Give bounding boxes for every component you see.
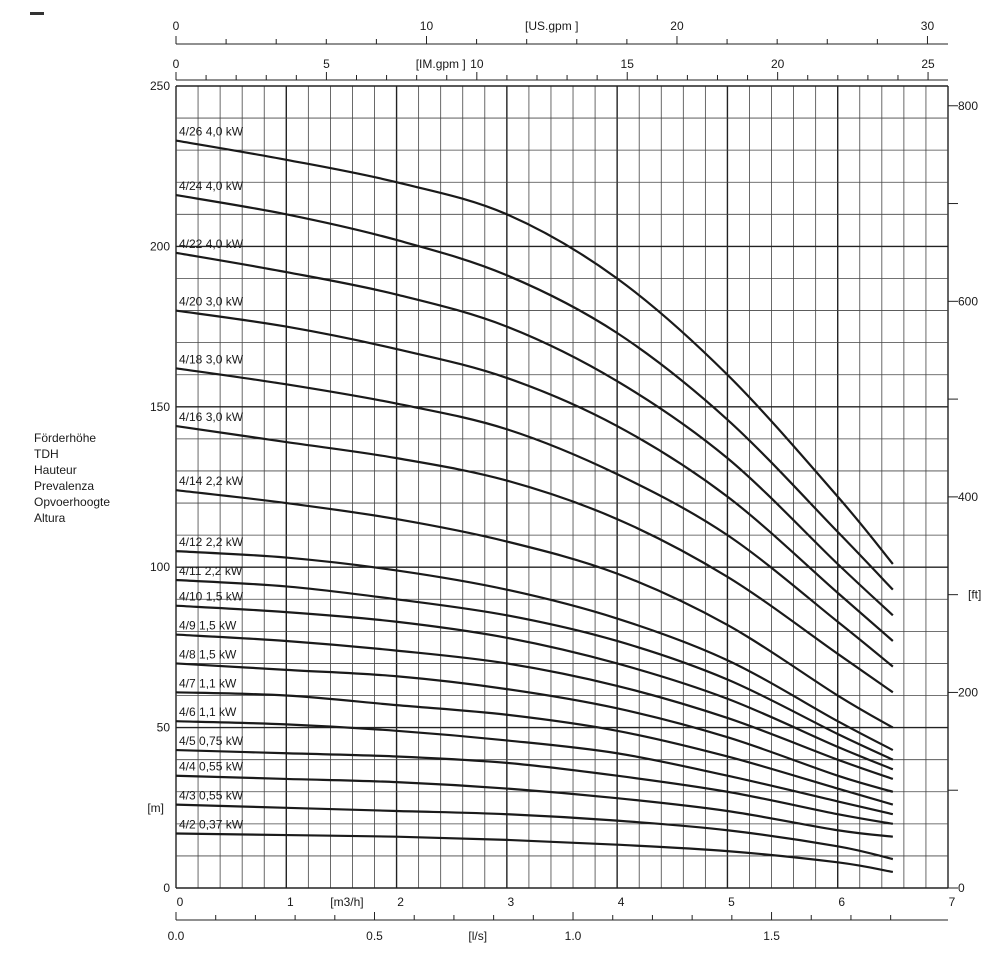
series-label: 4/2 0,37 kW [179, 817, 244, 832]
series-label: 4/16 3,0 kW [179, 410, 244, 425]
curve-labels [179, 125, 244, 832]
us-gpm-axis-title: [US.gpm ] [525, 19, 579, 33]
x-tick-label: 0 [176, 895, 184, 909]
y-tick-label: 150 [149, 399, 170, 414]
im-gpm-tick-label: 20 [770, 57, 785, 71]
series-line [176, 776, 893, 837]
us-gpm-tick-label: 30 [920, 19, 935, 33]
series-label: 4/10 1,5 kW [179, 589, 244, 604]
series-line [176, 426, 893, 692]
im-gpm-tick-label: 5 [323, 57, 330, 71]
series-line [176, 606, 893, 770]
series-label: 4/14 2,2 kW [179, 474, 244, 489]
y-desc-line: Altura [34, 511, 66, 525]
series-label: 4/7 1,1 kW [179, 676, 237, 691]
y-tick-label: 50 [156, 720, 170, 735]
series-line [176, 692, 893, 804]
series-label: 4/4 0,55 kW [179, 759, 244, 774]
series-line [176, 721, 893, 814]
ls-axis-title: [l/s] [468, 929, 488, 943]
series-label: 4/20 3,0 kW [179, 294, 244, 309]
series-label: 4/3 0,55 kW [179, 788, 244, 803]
us-gpm-tick-label: 20 [670, 19, 684, 33]
x-tick-label: 7 [948, 895, 956, 909]
ls-tick-label: 1.5 [763, 929, 780, 943]
y-desc-line: Prevalenza [34, 479, 95, 493]
y-desc-line: Opvoerhoogte [34, 495, 111, 509]
x-axis-title: [m3/h] [330, 895, 364, 909]
series-line [176, 833, 893, 871]
ls-tick-label: 0.5 [366, 929, 383, 943]
series-line [176, 805, 893, 860]
us-gpm-tick-label: 10 [419, 19, 434, 33]
y-tick-label: 250 [149, 79, 170, 93]
series-line [176, 141, 893, 564]
y-desc-line: Hauteur [34, 463, 77, 477]
ls-tick-label: 1.0 [564, 929, 582, 943]
x-tick-label: 3 [507, 895, 515, 909]
ft-tick-label: 200 [958, 685, 979, 700]
y-axis-title: [m] [147, 800, 164, 815]
series-label: 4/18 3,0 kW [179, 352, 244, 367]
series-line [176, 195, 893, 590]
series-label: 4/6 1,1 kW [179, 705, 237, 720]
y-tick-label: 200 [149, 239, 170, 254]
x-tick-label: 2 [397, 895, 404, 909]
y-tick-label: 100 [149, 560, 170, 575]
series-line [176, 253, 893, 616]
ft-tick-label: 400 [958, 489, 979, 504]
series-label: 4/11 2,2 kW [179, 564, 243, 579]
ft-axis-title: [ft] [968, 587, 982, 602]
y-tick-label: 0 [163, 881, 170, 895]
im-gpm-tick-label: 0 [172, 57, 180, 71]
ft-tick-label: 0 [958, 881, 965, 895]
im-gpm-axis-title: [IM.gpm ] [415, 57, 466, 71]
y-desc-line: TDH [34, 447, 59, 461]
series-line [176, 551, 893, 750]
series-label: 4/9 1,5 kW [179, 618, 237, 633]
series-label: 4/12 2,2 kW [179, 535, 244, 550]
y-desc-line: Förderhöhe [34, 431, 97, 445]
im-gpm-tick-label: 25 [921, 57, 935, 71]
series-label: 4/24 4,0 kW [179, 179, 244, 194]
x-tick-label: 6 [838, 895, 846, 909]
ls-tick-label: 0.0 [167, 929, 185, 943]
im-gpm-tick-label: 10 [470, 57, 484, 71]
us-gpm-tick-label: 0 [172, 19, 180, 33]
curves [176, 141, 893, 872]
series-label: 4/22 4,0 kW [179, 236, 244, 251]
x-tick-label: 4 [617, 895, 625, 909]
ft-tick-label: 800 [958, 98, 979, 113]
ft-tick-label: 600 [958, 294, 979, 309]
series-line [176, 750, 893, 824]
series-label: 4/5 0,75 kW [179, 734, 244, 749]
series-label: 4/26 4,0 kW [179, 124, 244, 139]
im-gpm-tick-label: 15 [620, 57, 634, 71]
x-tick-label: 5 [728, 895, 735, 909]
x-tick-label: 1 [286, 895, 294, 909]
series-label: 4/8 1,5 kW [179, 647, 237, 662]
